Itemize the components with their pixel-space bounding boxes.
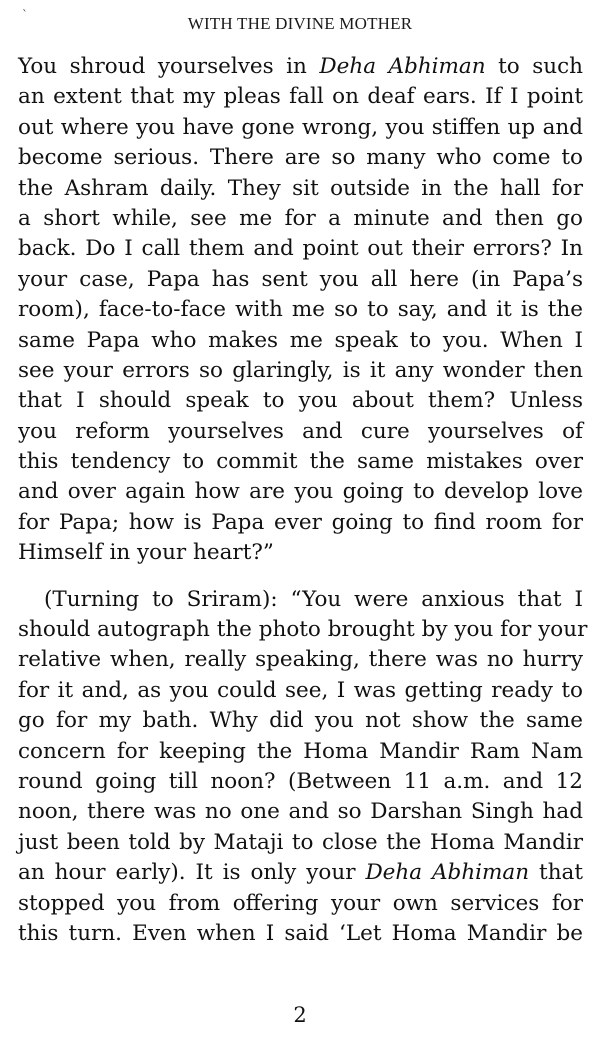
text-line bbox=[18, 265, 583, 295]
text-segment: You shroud yourselves in bbox=[18, 54, 320, 79]
paragraph bbox=[18, 52, 583, 569]
text-segment: go for my bath. Why did you not show the same bbox=[18, 708, 583, 734]
text-segment: an hour early). It is only your bbox=[18, 860, 366, 886]
text-line bbox=[18, 828, 583, 858]
corner-mark: ` bbox=[22, 8, 28, 22]
italic-term: Deha Abhiman bbox=[319, 54, 486, 79]
text-line bbox=[18, 386, 583, 416]
text-segment: your case, Papa has sent you all here (in Papa’s bbox=[18, 266, 583, 292]
text-segment: should autograph the photo brought by you for your bbox=[18, 617, 588, 643]
text-segment: stopped you from offering your own services for bbox=[18, 890, 583, 916]
text-line bbox=[18, 585, 583, 615]
text-line bbox=[18, 417, 583, 447]
text-line bbox=[18, 858, 583, 888]
text-line bbox=[18, 706, 583, 736]
text-line bbox=[18, 508, 583, 538]
text-line bbox=[18, 538, 583, 568]
paragraph-gap bbox=[18, 569, 583, 585]
italic-term: Deha Abhiman bbox=[365, 860, 530, 886]
running-header: WITH THE DIVINE MOTHER bbox=[187, 14, 413, 33]
text-line bbox=[18, 797, 583, 827]
text-line bbox=[18, 174, 583, 204]
text-segment: a short while, see me for a minute and then go bbox=[18, 205, 583, 231]
text-segment: round going till noon? (Between 11 a.m. and 12 bbox=[18, 768, 583, 794]
text-segment: same Papa who makes me speak to you. When I bbox=[18, 327, 583, 353]
text-segment: this turn. Even when I said ‘Let Homa Mandir be bbox=[18, 920, 583, 946]
text-segment: see your errors so glaringly, is it any wonder then bbox=[18, 357, 583, 383]
text-segment: that I should speak to you about them? Unless bbox=[18, 388, 583, 414]
text-line bbox=[18, 113, 583, 143]
text-segment: this tendency to commit the same mistakes over bbox=[18, 449, 583, 475]
text-segment: noon, there was no one and so Darshan Singh had bbox=[18, 799, 583, 825]
text-segment: (Turning to Sriram): “You were anxious that I bbox=[44, 586, 583, 612]
text-line bbox=[18, 82, 583, 112]
text-segment: you reform yourselves and cure yourselves of bbox=[18, 418, 583, 444]
text-line bbox=[18, 295, 583, 325]
text-segment: relative when, really speaking, there was no hurry bbox=[18, 647, 583, 673]
text-segment: an extent that my pleas fall on deaf ears. If I point bbox=[18, 84, 583, 110]
text-line bbox=[18, 615, 588, 645]
text-segment: out where you have gone wrong, you stiffen up and bbox=[18, 114, 583, 140]
text-line bbox=[18, 477, 583, 507]
text-segment: room), face-to-face with me so to say, and it is the bbox=[18, 297, 583, 323]
text-segment: just been told by Mataji to close the Homa Mandir bbox=[18, 829, 583, 855]
text-line bbox=[18, 234, 583, 264]
text-line bbox=[18, 676, 583, 706]
text-segment: back. Do I call them and point out their errors? In bbox=[18, 236, 583, 262]
text-segment: concern for keeping the Homa Mandir Ram Nam bbox=[18, 738, 583, 764]
text-line bbox=[18, 356, 583, 386]
page-body-text bbox=[18, 52, 588, 949]
text-line bbox=[18, 52, 583, 82]
text-line bbox=[18, 326, 583, 356]
text-line bbox=[18, 143, 583, 173]
text-segment: the Ashram daily. They sit outside in the hall for bbox=[18, 175, 583, 201]
text-segment: and over again how are you going to develop love bbox=[18, 479, 583, 505]
text-line bbox=[18, 447, 583, 477]
text-line bbox=[18, 767, 583, 797]
text-line bbox=[18, 737, 583, 767]
text-segment: Himself in your heart?” bbox=[18, 540, 274, 566]
page-number: 2 bbox=[293, 1003, 307, 1027]
text-segment: that bbox=[529, 860, 583, 886]
text-line bbox=[18, 919, 583, 949]
text-line bbox=[18, 645, 583, 675]
text-segment: for it and, as you could see, I was getting ready to bbox=[18, 677, 583, 703]
text-line bbox=[18, 204, 583, 234]
text-segment: for Papa; how is Papa ever going to find room for bbox=[18, 509, 583, 535]
text-line bbox=[18, 889, 583, 919]
text-segment: to such bbox=[485, 54, 584, 79]
paragraph bbox=[18, 585, 588, 950]
text-segment: become serious. There are so many who come to bbox=[18, 145, 583, 171]
